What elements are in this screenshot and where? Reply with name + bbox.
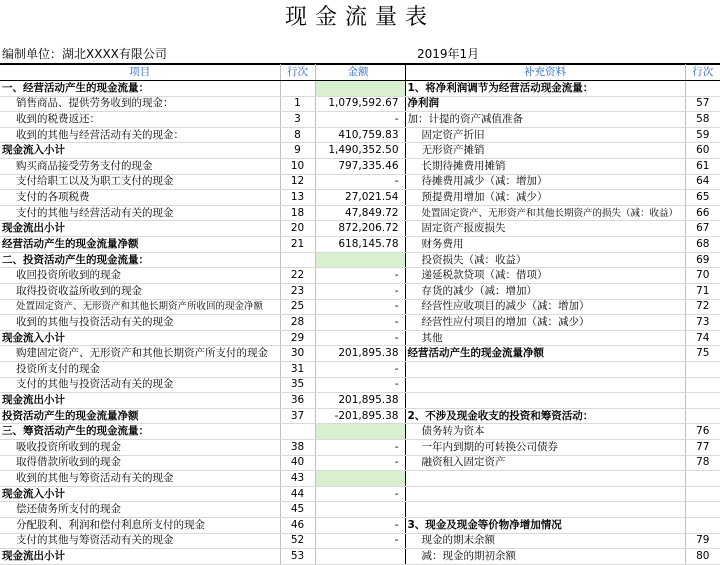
- line-no-cell[interactable]: 43: [280, 471, 315, 487]
- table-row: [0, 143, 720, 159]
- report-period: 2019年1月: [417, 47, 480, 61]
- table-row: [0, 221, 720, 237]
- supp-item-cell[interactable]: 现金的期末余额: [405, 533, 685, 549]
- supp-item-cell[interactable]: 处置固定资产、无形资产和其他长期资产的损失（减：收益）: [405, 205, 685, 221]
- table-row: [0, 283, 720, 299]
- table-row: [0, 112, 720, 128]
- table-row: [0, 252, 720, 268]
- supp-line-no-cell[interactable]: 69: [685, 252, 720, 268]
- supp-item-cell[interactable]: 预提费用增加（减：减少）: [405, 190, 685, 206]
- line-no-cell[interactable]: 18: [280, 205, 315, 221]
- supp-line-no-cell[interactable]: [685, 393, 720, 409]
- item-cell[interactable]: 收到的其他与经营活动有关的现金：: [0, 127, 280, 143]
- item-cell[interactable]: 支付的各项税费: [0, 190, 280, 206]
- supp-item-cell[interactable]: 净利润: [405, 96, 685, 112]
- table-row: [0, 408, 720, 424]
- amount-cell[interactable]: -: [315, 112, 405, 128]
- table-row: [0, 455, 720, 471]
- table-row: [0, 315, 720, 331]
- supp-item-cell[interactable]: 待摊费用减少（减：增加）: [405, 174, 685, 190]
- supp-line-no-cell[interactable]: 59: [685, 127, 720, 143]
- item-cell[interactable]: 支付给职工以及为职工支付的现金: [0, 174, 280, 190]
- item-cell[interactable]: 收到的其他与投资活动有关的现金: [0, 315, 280, 331]
- amount-cell[interactable]: -: [315, 315, 405, 331]
- item-cell[interactable]: 一、经营活动产生的现金流量：: [0, 81, 280, 97]
- supp-item-cell[interactable]: [405, 486, 685, 502]
- item-cell[interactable]: 取得投资收益所收到的现金: [0, 283, 280, 299]
- supp-item-cell[interactable]: [405, 502, 685, 518]
- table-header-row: [0, 64, 720, 81]
- supp-item-cell[interactable]: 其他: [405, 330, 685, 346]
- supp-item-cell[interactable]: 3、现金及现金等价物净增加情况: [405, 518, 685, 534]
- supp-item-cell[interactable]: 固定资产折旧: [405, 127, 685, 143]
- line-no-cell[interactable]: 21: [280, 237, 315, 253]
- supp-line-no-cell[interactable]: 76: [685, 424, 720, 440]
- page-title: 现金流量表: [284, 5, 435, 30]
- line-no-cell[interactable]: 10: [280, 159, 315, 175]
- supp-item-cell[interactable]: [405, 471, 685, 487]
- item-cell[interactable]: 收回投资所收到的现金: [0, 268, 280, 284]
- item-cell[interactable]: 投资活动产生的现金流量净额: [0, 408, 280, 424]
- supp-item-cell[interactable]: 一年内到期的可转换公司债券: [405, 440, 685, 456]
- item-cell[interactable]: 现金流出小计: [0, 549, 280, 565]
- table-row: [0, 361, 720, 377]
- amount-cell[interactable]: 27,021.54: [315, 190, 405, 206]
- item-cell[interactable]: 现金流入小计: [0, 143, 280, 159]
- amount-cell[interactable]: 201,895.38: [315, 346, 405, 362]
- col-header-supp-line: 行次: [685, 64, 720, 81]
- supp-line-no-cell[interactable]: 77: [685, 440, 720, 456]
- table-row: [0, 486, 720, 502]
- supp-line-no-cell[interactable]: 75: [685, 346, 720, 362]
- line-no-cell[interactable]: 40: [280, 455, 315, 471]
- table-row: [0, 549, 720, 565]
- amount-cell[interactable]: [315, 424, 405, 440]
- item-cell[interactable]: 经营活动产生的现金流量净额: [0, 237, 280, 253]
- item-cell[interactable]: 支付的其他与经营活动有关的现金: [0, 205, 280, 221]
- line-no-cell[interactable]: 22: [280, 268, 315, 284]
- table-row: [0, 205, 720, 221]
- report-meta: [0, 44, 720, 62]
- table-row: [0, 237, 720, 253]
- supp-line-no-cell[interactable]: [685, 377, 720, 393]
- company-unit: 编制单位：湖北XXXX有限公司: [2, 47, 167, 61]
- supp-line-no-cell[interactable]: [685, 518, 720, 534]
- line-no-cell[interactable]: 30: [280, 346, 315, 362]
- table-row: [0, 299, 720, 315]
- line-no-cell[interactable]: 25: [280, 299, 315, 315]
- line-no-cell[interactable]: 45: [280, 502, 315, 518]
- item-cell[interactable]: 偿还债务所支付的现金: [0, 502, 280, 518]
- table-row: [0, 393, 720, 409]
- item-cell[interactable]: 二、投资活动产生的现金流量：: [0, 252, 280, 268]
- item-cell[interactable]: 投资所支付的现金: [0, 361, 280, 377]
- table-row: [0, 159, 720, 175]
- item-cell[interactable]: 收到的其他与筹资活动有关的现金: [0, 471, 280, 487]
- col-header-supp: 补充资料: [405, 64, 685, 81]
- supp-item-cell[interactable]: [405, 377, 685, 393]
- line-no-cell[interactable]: [280, 424, 315, 440]
- table-row: [0, 471, 720, 487]
- col-header-amount: 金额: [315, 64, 405, 81]
- supp-line-no-cell[interactable]: [685, 81, 720, 97]
- cash-flow-table: [0, 64, 720, 565]
- supp-line-no-cell[interactable]: 57: [685, 96, 720, 112]
- amount-cell[interactable]: 201,895.38: [315, 393, 405, 409]
- table-row: [0, 518, 720, 534]
- table-row: [0, 190, 720, 206]
- line-no-cell[interactable]: 20: [280, 221, 315, 237]
- supp-item-cell[interactable]: 加：计提的资产减值准备: [405, 112, 685, 128]
- col-header-line: 行次: [280, 64, 315, 81]
- item-cell[interactable]: 现金流入小计: [0, 486, 280, 502]
- table-row: [0, 96, 720, 112]
- amount-cell[interactable]: 797,335.46: [315, 159, 405, 175]
- supp-item-cell[interactable]: 存货的减少（减：增加）: [405, 283, 685, 299]
- line-no-cell[interactable]: 44: [280, 486, 315, 502]
- line-no-cell[interactable]: 52: [280, 533, 315, 549]
- amount-cell[interactable]: [315, 549, 405, 565]
- supp-line-no-cell[interactable]: 61: [685, 159, 720, 175]
- table-row: [0, 174, 720, 190]
- item-cell[interactable]: 支付的其他与筹资活动有关的现金: [0, 533, 280, 549]
- supp-line-no-cell[interactable]: [685, 471, 720, 487]
- line-no-cell[interactable]: 1: [280, 96, 315, 112]
- supp-line-no-cell[interactable]: 58: [685, 112, 720, 128]
- line-no-cell[interactable]: 29: [280, 330, 315, 346]
- line-no-cell[interactable]: 28: [280, 315, 315, 331]
- item-cell[interactable]: 取得借款所收到的现金: [0, 455, 280, 471]
- line-no-cell[interactable]: 53: [280, 549, 315, 565]
- supp-item-cell[interactable]: 1、将净利润调节为经营活动现金流量：: [405, 81, 685, 97]
- amount-cell[interactable]: -: [315, 486, 405, 502]
- line-no-cell[interactable]: 35: [280, 377, 315, 393]
- supp-line-no-cell[interactable]: 66: [685, 205, 720, 221]
- item-cell[interactable]: 现金流入小计: [0, 330, 280, 346]
- supp-item-cell[interactable]: 经营活动产生的现金流量净额: [405, 346, 685, 362]
- line-no-cell[interactable]: 31: [280, 361, 315, 377]
- amount-cell[interactable]: -: [315, 518, 405, 534]
- supp-item-cell[interactable]: 固定资产报废损失: [405, 221, 685, 237]
- supp-line-no-cell[interactable]: 71: [685, 283, 720, 299]
- line-no-cell[interactable]: 9: [280, 143, 315, 159]
- line-no-cell[interactable]: 12: [280, 174, 315, 190]
- amount-cell[interactable]: -: [315, 283, 405, 299]
- amount-cell[interactable]: -: [315, 299, 405, 315]
- supp-line-no-cell[interactable]: 64: [685, 174, 720, 190]
- table-row: [0, 330, 720, 346]
- supp-item-cell[interactable]: 递延税款贷项（减：借项）: [405, 268, 685, 284]
- item-cell[interactable]: 处置固定资产、无形资产和其他长期资产所收回的现金净额: [0, 299, 280, 315]
- line-no-cell[interactable]: 37: [280, 408, 315, 424]
- supp-item-cell[interactable]: [405, 393, 685, 409]
- line-no-cell[interactable]: 3: [280, 112, 315, 128]
- line-no-cell[interactable]: 36: [280, 393, 315, 409]
- line-no-cell[interactable]: 8: [280, 127, 315, 143]
- supp-line-no-cell[interactable]: [685, 486, 720, 502]
- supp-line-no-cell[interactable]: 72: [685, 299, 720, 315]
- amount-cell[interactable]: -201,895.38: [315, 408, 405, 424]
- item-cell[interactable]: 支付的其他与投资活动有关的现金: [0, 377, 280, 393]
- amount-cell[interactable]: -: [315, 361, 405, 377]
- table-row: [0, 424, 720, 440]
- item-cell[interactable]: 购买商品接受劳务支付的现金: [0, 159, 280, 175]
- supp-item-cell[interactable]: 债务转为资本: [405, 424, 685, 440]
- table-row: [0, 127, 720, 143]
- amount-cell[interactable]: [315, 502, 405, 518]
- supp-item-cell[interactable]: 经营性应付项目的增加（减：减少）: [405, 315, 685, 331]
- supp-item-cell[interactable]: 融资租入固定资产: [405, 455, 685, 471]
- supp-line-no-cell[interactable]: 79: [685, 533, 720, 549]
- amount-cell[interactable]: -: [315, 330, 405, 346]
- supp-item-cell[interactable]: 减：现金的期初余额: [405, 549, 685, 565]
- item-cell[interactable]: 现金流出小计: [0, 393, 280, 409]
- amount-cell[interactable]: 1,490,352.50: [315, 143, 405, 159]
- amount-cell[interactable]: -: [315, 440, 405, 456]
- supp-item-cell[interactable]: 经营性应收项目的减少（减：增加）: [405, 299, 685, 315]
- supp-line-no-cell[interactable]: [685, 361, 720, 377]
- supp-item-cell[interactable]: 无形资产摊销: [405, 143, 685, 159]
- table-row: [0, 502, 720, 518]
- supp-item-cell[interactable]: 长期待摊费用摊销: [405, 159, 685, 175]
- item-cell[interactable]: 三、筹资活动产生的现金流量：: [0, 424, 280, 440]
- line-no-cell[interactable]: 13: [280, 190, 315, 206]
- line-no-cell[interactable]: [280, 252, 315, 268]
- line-no-cell[interactable]: [280, 81, 315, 97]
- supp-item-cell[interactable]: [405, 361, 685, 377]
- amount-cell[interactable]: -: [315, 377, 405, 393]
- table-row: [0, 440, 720, 456]
- supp-line-no-cell[interactable]: 67: [685, 221, 720, 237]
- supp-line-no-cell[interactable]: [685, 408, 720, 424]
- amount-cell[interactable]: [315, 81, 405, 97]
- line-no-cell[interactable]: 46: [280, 518, 315, 534]
- item-cell[interactable]: 吸收投资所收到的现金: [0, 440, 280, 456]
- supp-line-no-cell[interactable]: 70: [685, 268, 720, 284]
- amount-cell[interactable]: 1,079,592.67: [315, 96, 405, 112]
- supp-line-no-cell[interactable]: 80: [685, 549, 720, 565]
- supp-line-no-cell[interactable]: 78: [685, 455, 720, 471]
- amount-cell[interactable]: 872,206.72: [315, 221, 405, 237]
- amount-cell[interactable]: -: [315, 174, 405, 190]
- supp-line-no-cell[interactable]: 68: [685, 237, 720, 253]
- supp-line-no-cell[interactable]: 60: [685, 143, 720, 159]
- supp-item-cell[interactable]: 2、不涉及现金收支的投资和筹资活动：: [405, 408, 685, 424]
- amount-cell[interactable]: -: [315, 268, 405, 284]
- col-header-item: 项目: [0, 64, 280, 81]
- amount-cell[interactable]: 618,145.78: [315, 237, 405, 253]
- item-cell[interactable]: 现金流出小计: [0, 221, 280, 237]
- supp-line-no-cell[interactable]: 74: [685, 330, 720, 346]
- line-no-cell[interactable]: 38: [280, 440, 315, 456]
- amount-cell[interactable]: 410,759.83: [315, 127, 405, 143]
- supp-line-no-cell[interactable]: 73: [685, 315, 720, 331]
- supp-item-cell[interactable]: 财务费用: [405, 237, 685, 253]
- amount-cell[interactable]: [315, 471, 405, 487]
- table-row: [0, 533, 720, 549]
- supp-item-cell[interactable]: 投资损失（减：收益）: [405, 252, 685, 268]
- table-row: [0, 268, 720, 284]
- item-cell[interactable]: 购建固定资产、无形资产和其他长期资产所支付的现金: [0, 346, 280, 362]
- table-row: [0, 377, 720, 393]
- line-no-cell[interactable]: 23: [280, 283, 315, 299]
- amount-cell[interactable]: -: [315, 533, 405, 549]
- supp-line-no-cell[interactable]: [685, 502, 720, 518]
- amount-cell[interactable]: -: [315, 455, 405, 471]
- supp-line-no-cell[interactable]: 65: [685, 190, 720, 206]
- item-cell[interactable]: 分配股利、利润和偿付利息所支付的现金: [0, 518, 280, 534]
- amount-cell[interactable]: 47,849.72: [315, 205, 405, 221]
- amount-cell[interactable]: [315, 252, 405, 268]
- item-cell[interactable]: 销售商品、提供劳务收到的现金：: [0, 96, 280, 112]
- table-row: [0, 346, 720, 362]
- item-cell[interactable]: 收到的税费返还：: [0, 112, 280, 128]
- table-row: [0, 81, 720, 97]
